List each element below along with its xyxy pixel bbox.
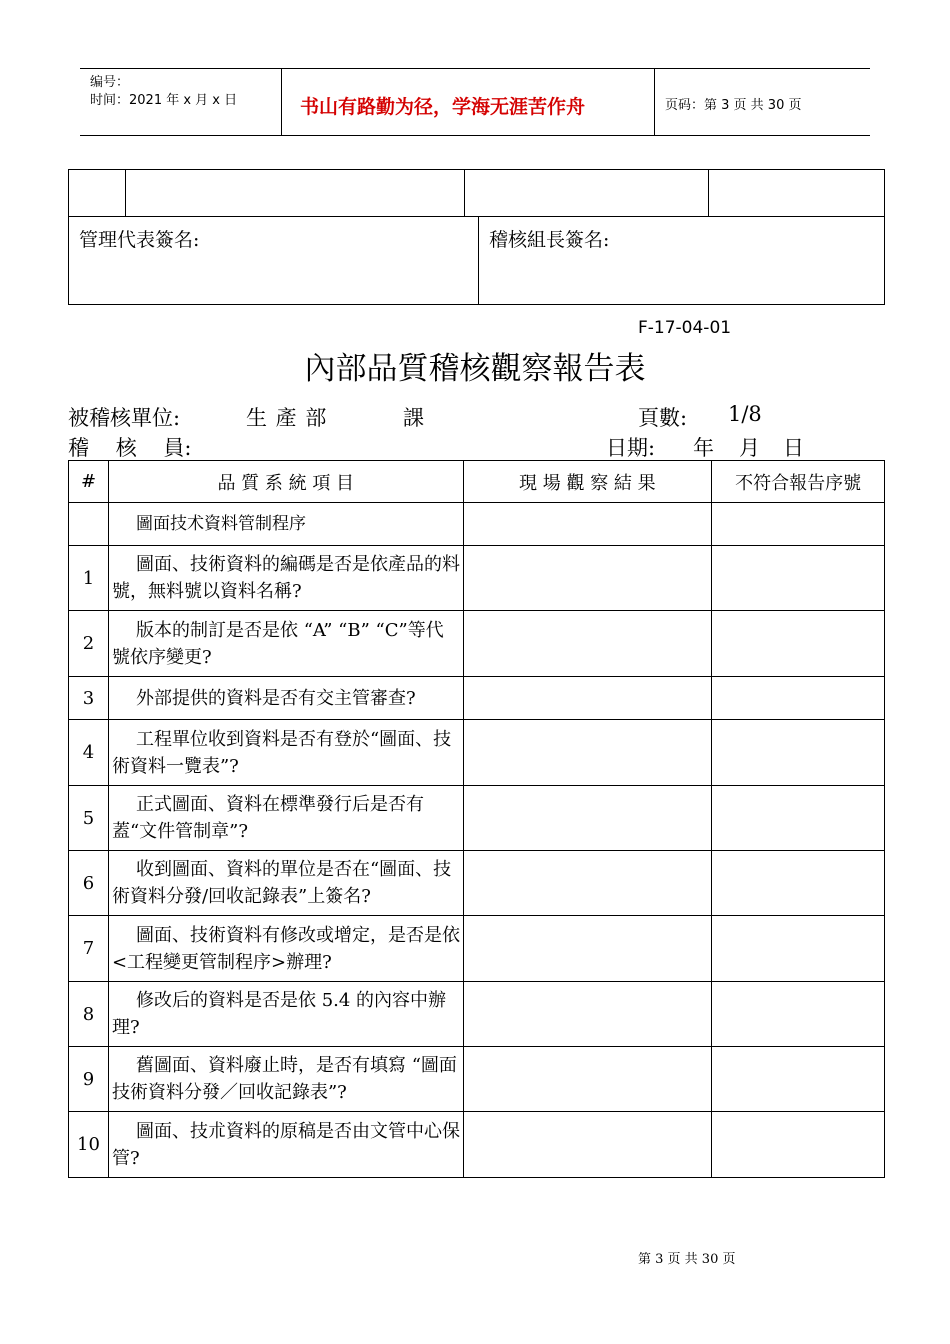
- observation-cell[interactable]: [463, 611, 712, 677]
- report-no-cell[interactable]: [712, 851, 885, 916]
- col-header-observation: 現 場 觀 察 結 果: [463, 461, 712, 503]
- row-item: 版本的制訂是否是依 “A” “B” “C”等代號依序變更?: [108, 611, 463, 677]
- row-item: 圖面、技術資料有修改或增定，是否是依<工程變更管制程序>辦理?: [108, 916, 463, 982]
- row-number: 6: [69, 851, 109, 916]
- observation-cell[interactable]: [463, 546, 712, 611]
- page-footer: 第 3 页 共 30 页: [638, 1252, 736, 1267]
- pages-value: 1/8: [728, 402, 762, 426]
- row-item: 修改后的資料是否是依 5.4 的內容中辦理?: [108, 982, 463, 1047]
- number-cell: [69, 503, 109, 546]
- table-row: [69, 916, 885, 982]
- time-label: 时间：2021 年 x 月 x 日: [90, 93, 238, 108]
- table-row: [69, 546, 885, 611]
- row-number: 2: [69, 611, 109, 677]
- report-no-cell[interactable]: [712, 611, 885, 677]
- col-header-number: #: [69, 461, 109, 503]
- unit-value: 生 產 部: [246, 406, 328, 430]
- date-label: 日期:: [606, 436, 656, 460]
- row-item: 正式圖面、資料在標準發行后是否有蓋“文件管制章”?: [108, 786, 463, 851]
- table-header-row: [69, 461, 885, 503]
- observation-cell[interactable]: [463, 916, 712, 982]
- leader-sign-label: 稽核組長簽名:: [489, 229, 610, 251]
- section-title: 圖面技术資料管制程序: [108, 503, 463, 546]
- report-no-cell[interactable]: [712, 1112, 885, 1178]
- row-number: 4: [69, 720, 109, 786]
- report-no-cell[interactable]: [712, 720, 885, 786]
- form-code: F-17-04-01: [638, 318, 732, 338]
- row-item: 圖面、技朮資料的原稿是否由文管中心保管?: [108, 1112, 463, 1178]
- header-bottom-rule: [80, 135, 870, 136]
- report-no-cell[interactable]: [712, 503, 885, 546]
- col-header-report-no: 不符合報告序號: [712, 461, 885, 503]
- row-number: 1: [69, 546, 109, 611]
- signature-table: [68, 169, 885, 217]
- auditor-label: 稽 核 員:: [68, 436, 192, 460]
- table-row: [69, 1047, 885, 1112]
- row-number: 7: [69, 916, 109, 982]
- section-label: 課: [403, 406, 424, 430]
- table-row: [69, 720, 885, 786]
- section-row: [69, 503, 885, 546]
- observation-cell[interactable]: [463, 720, 712, 786]
- row-number: 10: [69, 1112, 109, 1178]
- table-row: [69, 677, 885, 720]
- date-month: 月: [739, 436, 760, 460]
- serial-label: 编号：: [90, 75, 130, 90]
- table-row: [69, 1112, 885, 1178]
- row-item: 收到圖面、資料的單位是否在“圖面、技術資料分發/回收記錄表”上簽名?: [108, 851, 463, 916]
- date-year: 年: [693, 436, 714, 460]
- row-number: 5: [69, 786, 109, 851]
- manager-sign-label: 管理代表簽名:: [79, 229, 200, 251]
- table-row: [69, 611, 885, 677]
- blank-cell: [126, 170, 465, 217]
- observation-cell[interactable]: [463, 786, 712, 851]
- row-item: 圖面、技術資料的編碼是否是依產品的料號，無料號以資料名稱?: [108, 546, 463, 611]
- observation-cell[interactable]: [463, 1047, 712, 1112]
- table-row: [69, 982, 885, 1047]
- observation-cell[interactable]: [463, 503, 712, 546]
- observation-cell[interactable]: [463, 982, 712, 1047]
- col-header-item: 品 質 系 統 項 目: [108, 461, 463, 503]
- observation-cell[interactable]: [463, 677, 712, 720]
- header-divider: [654, 69, 655, 135]
- row-item: 工程單位收到資料是否有登於“圖面、技術資料一覽表”?: [108, 720, 463, 786]
- row-item: 舊圖面、資料廢止時，是否有填寫 “圖面技術資料分發／回收記錄表”?: [108, 1047, 463, 1112]
- motto-text: 书山有路勤为径，学海无涯苦作舟: [300, 96, 586, 118]
- form-title: 內部品質稽核觀察報告表: [304, 351, 646, 387]
- row-number: 8: [69, 982, 109, 1047]
- manager-sign-cell: [69, 217, 479, 305]
- report-no-cell[interactable]: [712, 1047, 885, 1112]
- leader-sign-cell: [479, 217, 885, 305]
- header-divider: [281, 69, 282, 135]
- header-top-rule: [80, 68, 870, 69]
- report-no-cell[interactable]: [712, 677, 885, 720]
- blank-cell: [464, 170, 708, 217]
- row-number: 9: [69, 1047, 109, 1112]
- report-no-cell[interactable]: [712, 982, 885, 1047]
- blank-cell: [69, 170, 126, 217]
- blank-cell: [709, 170, 885, 217]
- row-item: 外部提供的資料是否有交主管審查?: [108, 677, 463, 720]
- observation-cell[interactable]: [463, 1112, 712, 1178]
- row-number: 3: [69, 677, 109, 720]
- table-row: [69, 851, 885, 916]
- observation-cell[interactable]: [463, 851, 712, 916]
- unit-label: 被稽核單位:: [68, 406, 181, 430]
- page-info: 页码：第 3 页 共 30 页: [665, 98, 802, 113]
- signature-row: [68, 216, 885, 305]
- report-no-cell[interactable]: [712, 546, 885, 611]
- table-row: [69, 786, 885, 851]
- audit-table: [68, 460, 885, 1178]
- pages-label: 頁數:: [638, 406, 688, 430]
- report-no-cell[interactable]: [712, 786, 885, 851]
- report-no-cell[interactable]: [712, 916, 885, 982]
- date-day: 日: [783, 436, 804, 460]
